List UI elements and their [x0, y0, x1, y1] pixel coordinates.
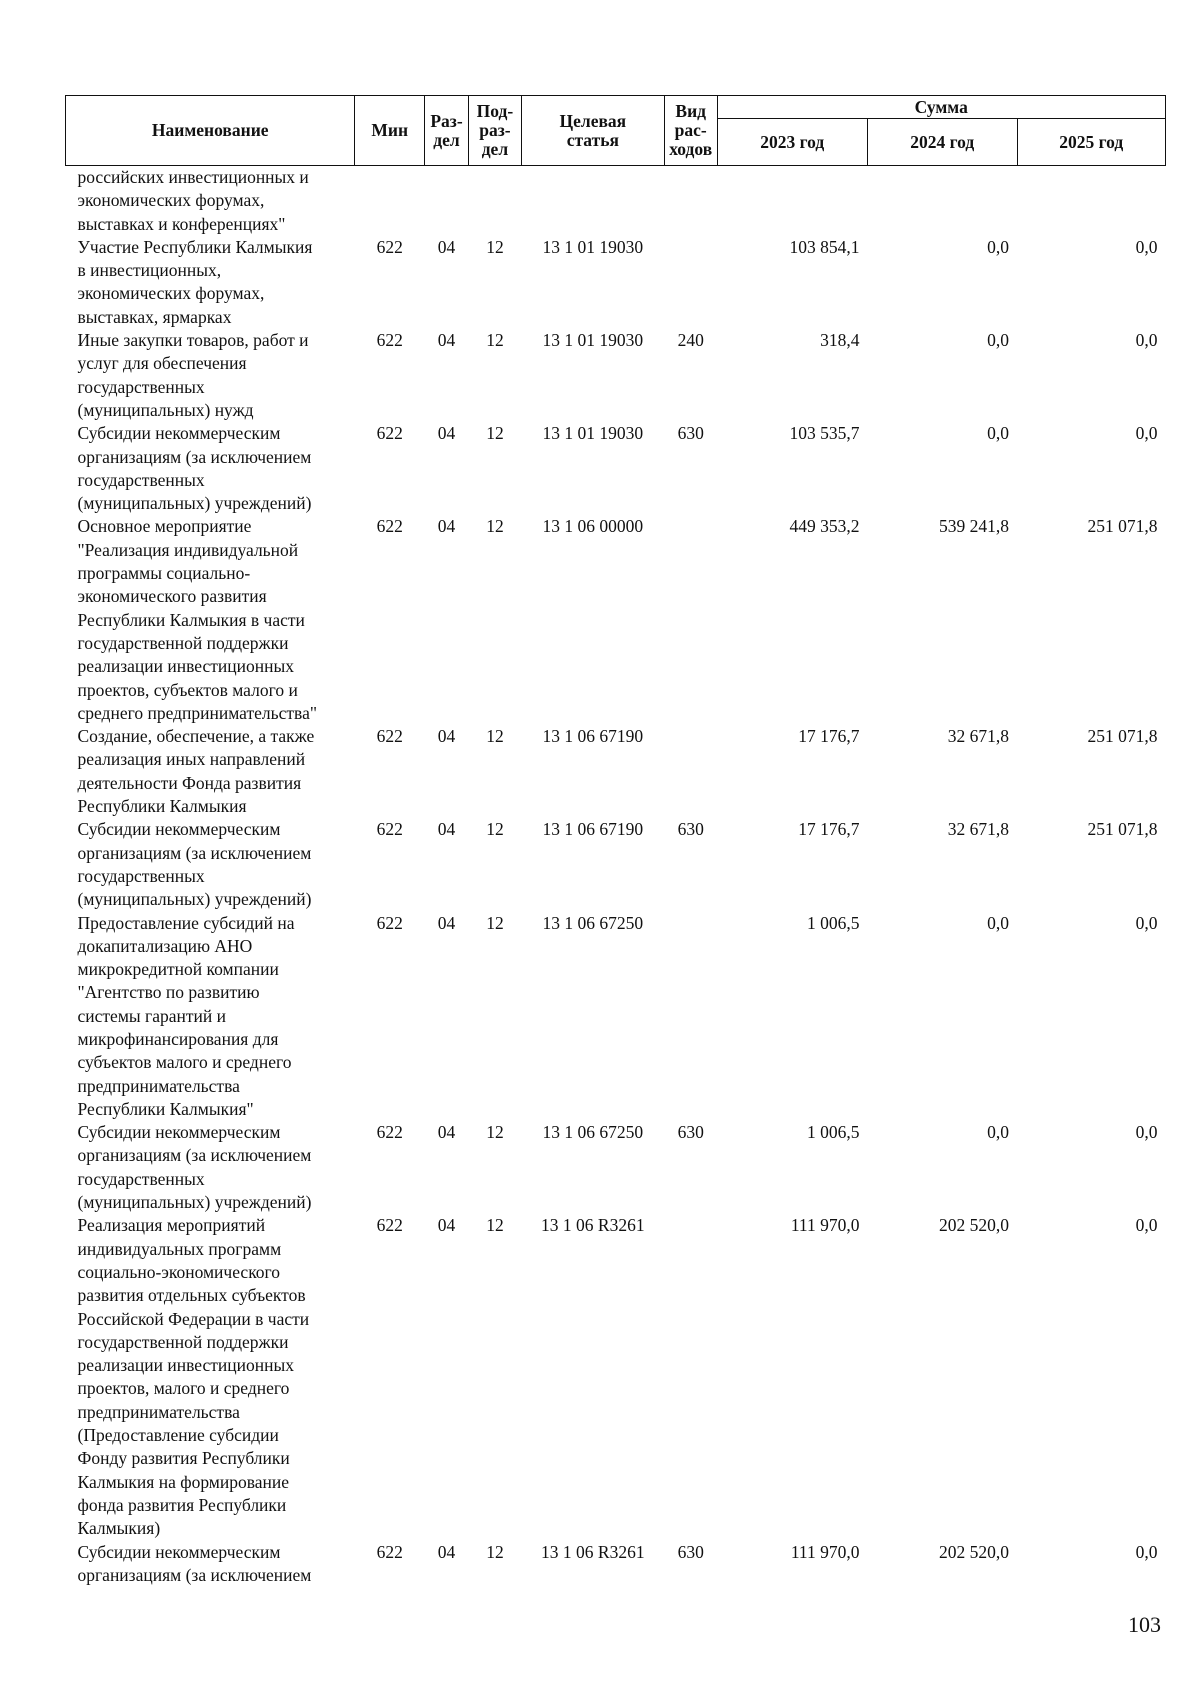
row-amount-2023: 103 854,1 — [789, 236, 860, 257]
row-vid: 240 — [677, 330, 704, 351]
row-razdel: 04 — [437, 236, 456, 257]
row-razdel: 04 — [437, 516, 456, 537]
row-amount-2024: 0,0 — [987, 912, 1009, 933]
row-razdel: 04 — [437, 1541, 456, 1562]
header-2023: 2023 год — [717, 119, 868, 166]
row-podrazdel — [469, 166, 522, 236]
header-name: Наименование — [66, 96, 355, 166]
row-amount-2023: 111 970,0 — [790, 1215, 860, 1236]
row-min — [355, 166, 424, 236]
row-article: 13 1 01 19030 — [542, 423, 644, 444]
page-number: 103 — [1128, 1612, 1161, 1637]
row-name: российских инвестиционных и экономических форумах, выставках и конференциях" — [77, 167, 309, 234]
table-row — [66, 1121, 1166, 1214]
table-row — [66, 329, 1166, 422]
row-min: 622 — [376, 1122, 403, 1143]
row-amount-2025: 251 071,8 — [1087, 726, 1158, 747]
row-amount-2024: 0,0 — [987, 330, 1009, 351]
row-razdel: 04 — [437, 912, 456, 933]
row-razdel: 04 — [437, 423, 456, 444]
row-amount-2024: 0,0 — [987, 236, 1009, 257]
row-min: 622 — [376, 912, 403, 933]
row-name: Создание, обеспечение, а также реализация иных направлений деятельности Фонда развития Республики Калмыкия — [77, 726, 315, 817]
row-amount-2024: 202 520,0 — [939, 1215, 1009, 1236]
row-vid — [664, 236, 717, 329]
row-amount-2023 — [717, 166, 868, 236]
table-row — [66, 422, 1166, 515]
row-min: 622 — [376, 330, 403, 351]
row-vid — [664, 515, 717, 725]
row-amount-2024: 32 671,8 — [947, 726, 1009, 747]
row-podrazdel: 12 — [486, 1541, 504, 1562]
header-min: Мин — [355, 96, 424, 166]
row-amount-2024: 202 520,0 — [939, 1541, 1009, 1562]
table-row — [66, 166, 1166, 236]
budget-table — [65, 95, 1166, 1587]
row-vid — [664, 1214, 717, 1540]
row-article: 13 1 06 R3261 — [541, 1541, 645, 1562]
row-amount-2023: 103 535,7 — [789, 423, 860, 444]
row-amount-2024 — [868, 166, 1017, 236]
row-article: 13 1 06 67190 — [542, 726, 644, 747]
row-amount-2023: 111 970,0 — [790, 1541, 860, 1562]
row-amount-2024: 539 241,8 — [939, 516, 1009, 537]
table-row — [66, 818, 1166, 911]
row-podrazdel: 12 — [486, 1122, 504, 1143]
row-article: 13 1 01 19030 — [542, 330, 644, 351]
header-sum: Сумма — [717, 96, 1165, 119]
row-amount-2025: 0,0 — [1135, 1215, 1158, 1236]
row-min: 622 — [376, 1215, 403, 1236]
row-min: 622 — [376, 1541, 403, 1562]
row-name: Иные закупки товаров, работ и услуг для обеспечения государственных (муниципальных) нужд — [77, 330, 309, 420]
table-row — [66, 1541, 1166, 1588]
row-vid — [664, 912, 717, 1122]
row-podrazdel: 12 — [486, 1215, 504, 1236]
row-article: 13 1 06 R3261 — [541, 1215, 645, 1236]
row-podrazdel: 12 — [486, 819, 504, 840]
header-podrazdel: Под- раз- дел — [469, 96, 522, 166]
row-name: Основное мероприятие "Реализация индивидуальной программы социально- экономического развития Республики Калмыкия в части государственной поддержки реализации инвестиционных проектов, субъектов малого и среднего предпринимательства" — [77, 516, 317, 723]
header-2025: 2025 год — [1017, 119, 1166, 166]
row-amount-2024: 0,0 — [987, 423, 1009, 444]
row-vid — [664, 166, 717, 236]
row-amount-2025: 0,0 — [1135, 1122, 1158, 1143]
table-row — [66, 912, 1166, 1122]
row-amount-2023: 1 006,5 — [807, 1122, 860, 1143]
row-vid — [664, 725, 717, 818]
table-body — [66, 166, 1166, 1588]
row-vid: 630 — [677, 1541, 704, 1562]
row-amount-2023: 17 176,7 — [798, 819, 860, 840]
row-vid: 630 — [677, 423, 704, 444]
row-amount-2025: 0,0 — [1135, 330, 1158, 351]
row-amount-2025: 0,0 — [1135, 912, 1158, 933]
row-amount-2025: 251 071,8 — [1087, 516, 1158, 537]
header-2024: 2024 год — [868, 119, 1017, 166]
row-name: Субсидии некоммерческим организациям (за исключением — [77, 1541, 312, 1585]
row-amount-2025: 0,0 — [1135, 423, 1158, 444]
row-article: 13 1 06 67250 — [542, 912, 644, 933]
row-podrazdel: 12 — [486, 726, 504, 747]
row-podrazdel: 12 — [486, 330, 504, 351]
row-min: 622 — [376, 423, 403, 444]
row-amount-2025: 0,0 — [1135, 1541, 1158, 1562]
row-article: 13 1 06 00000 — [542, 516, 644, 537]
row-article: 13 1 06 67250 — [542, 1122, 644, 1143]
row-amount-2023: 449 353,2 — [789, 516, 860, 537]
row-razdel — [424, 166, 468, 236]
row-name: Предоставление субсидий на докапитализацию АНО микрокредитной компании "Агентство по развитию системы гарантий и микрофинансирования для субъектов малого и среднего предпринимательства Республики Калмыкия" — [77, 912, 295, 1119]
row-article: 13 1 01 19030 — [542, 236, 644, 257]
row-name: Субсидии некоммерческим организациям (за исключением государственных (муниципальных) учреждений) — [77, 423, 312, 514]
row-min: 622 — [376, 236, 403, 257]
row-amount-2025: 0,0 — [1135, 236, 1158, 257]
row-article: 13 1 06 67190 — [542, 819, 644, 840]
row-min: 622 — [376, 516, 403, 537]
row-amount-2025 — [1017, 166, 1166, 236]
row-vid: 630 — [677, 819, 704, 840]
row-vid: 630 — [677, 1122, 704, 1143]
row-amount-2025: 251 071,8 — [1087, 819, 1158, 840]
table-row — [66, 1214, 1166, 1540]
row-article — [521, 166, 664, 236]
row-min: 622 — [376, 726, 403, 747]
row-name: Реализация мероприятий индивидуальных программ социально-экономического развития отдельных субъектов Российской Федерации в части государственной поддержки реализации инвестиционных проектов, малого и среднего предпринимательства (Предоставление субсидии Фонду развития Республики Калмыкия на формирование фонда развития Республики Калмыкия) — [77, 1215, 310, 1539]
row-amount-2023: 1 006,5 — [807, 912, 860, 933]
row-name: Субсидии некоммерческим организациям (за исключением государственных (муниципальных) учреждений) — [77, 1122, 312, 1213]
header-vid: Вид рас- ходов — [664, 96, 717, 166]
row-amount-2024: 32 671,8 — [947, 819, 1009, 840]
row-podrazdel: 12 — [486, 236, 504, 257]
header-article: Целевая статья — [521, 96, 664, 166]
row-razdel: 04 — [437, 726, 456, 747]
row-podrazdel: 12 — [486, 423, 504, 444]
row-razdel: 04 — [437, 1122, 456, 1143]
row-amount-2023: 17 176,7 — [798, 726, 860, 747]
row-min: 622 — [376, 819, 403, 840]
row-amount-2024: 0,0 — [987, 1122, 1009, 1143]
table-row — [66, 725, 1166, 818]
row-podrazdel: 12 — [486, 516, 504, 537]
row-name: Участие Республики Калмыкия в инвестиционных, экономических форумах, выставках, ярмарках — [77, 236, 313, 327]
table-row — [66, 515, 1166, 725]
header-razdel: Раз- дел — [424, 96, 468, 166]
row-razdel: 04 — [437, 330, 456, 351]
row-amount-2023: 318,4 — [820, 330, 860, 351]
row-podrazdel: 12 — [486, 912, 504, 933]
table-row — [66, 236, 1166, 329]
row-razdel: 04 — [437, 1215, 456, 1236]
table-header — [66, 96, 1166, 166]
row-name: Субсидии некоммерческим организациям (за исключением государственных (муниципальных) учреждений) — [77, 819, 312, 910]
row-razdel: 04 — [437, 819, 456, 840]
